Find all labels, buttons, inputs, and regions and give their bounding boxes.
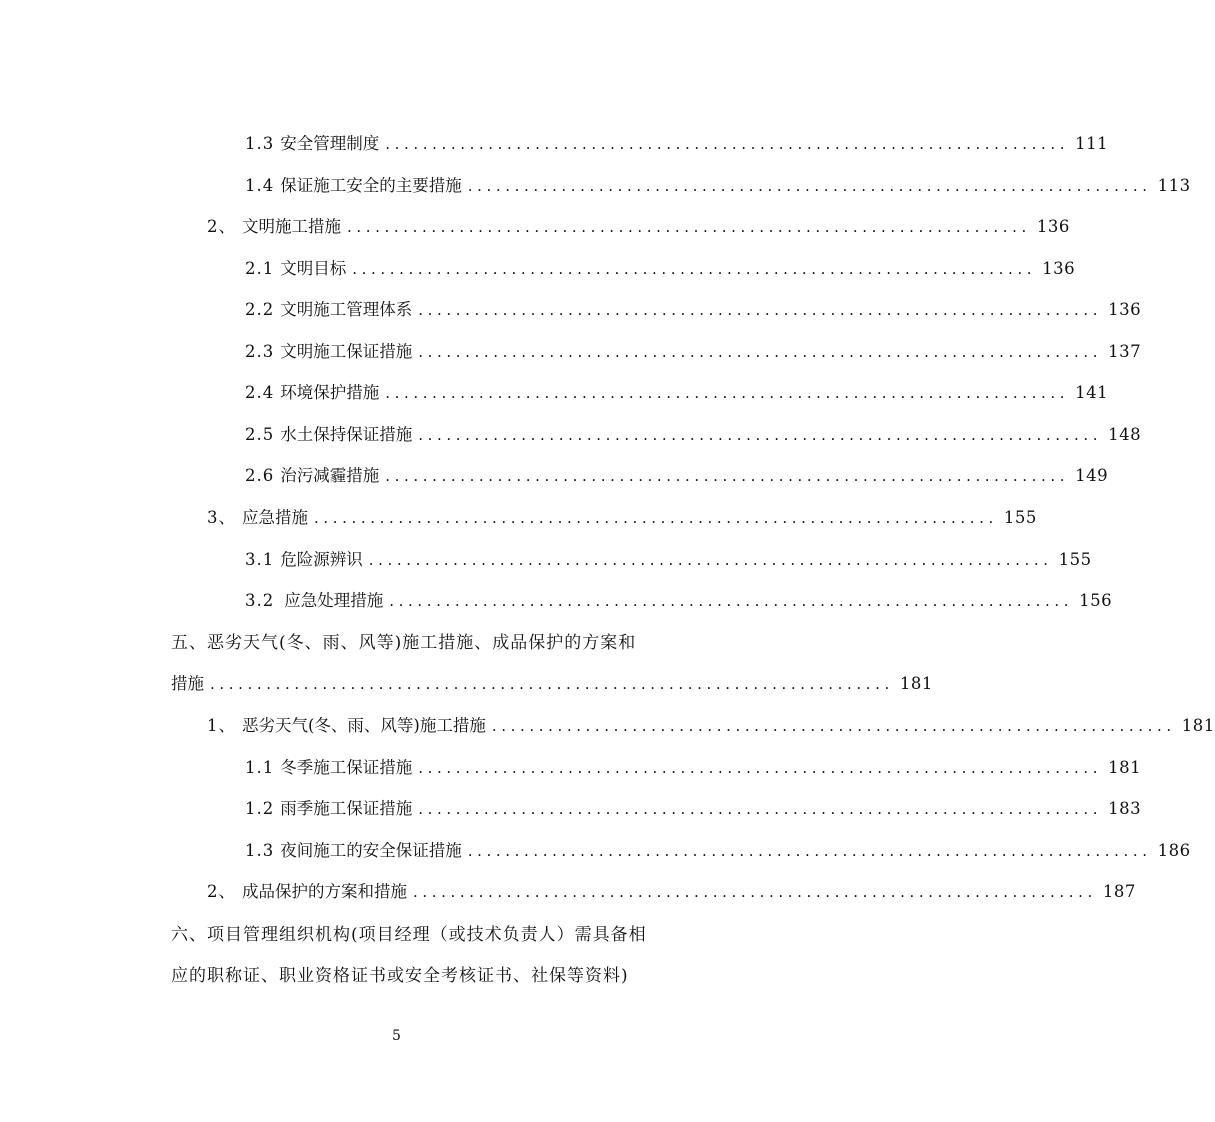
toc-entry — [245, 795, 1142, 819]
toc-leader-dots: ......................................................................... — [389, 592, 1074, 610]
toc-entry — [245, 130, 1109, 154]
toc-leader-dots: ......................................................................... — [413, 883, 1097, 901]
toc-entry-page: 155 — [1058, 550, 1092, 569]
toc-entry-page: 181 — [899, 674, 933, 693]
toc-entry-number: 3.2 — [245, 591, 275, 610]
toc-entry-title: 应急措施 — [242, 508, 308, 527]
toc-entry-title: 治污减霾措施 — [280, 466, 380, 485]
toc-leader-dots: ......................................................................... — [368, 551, 1053, 569]
toc-entry-number: 1.2 — [245, 799, 275, 818]
toc-entry — [245, 546, 1092, 570]
toc-leader-dots: ......................................................................... — [352, 260, 1037, 278]
section-six-heading-line-2: 应的职称证、职业资格证书或安全考核证书、社保等资料) — [171, 966, 629, 986]
toc-entry — [245, 296, 1142, 320]
toc-entry-number: 1.3 — [245, 841, 275, 860]
toc-entry-page: 136 — [1042, 259, 1076, 278]
toc-entry-title: 水土保持保证措施 — [280, 425, 413, 444]
toc-entry-number: 1.3 — [245, 134, 275, 153]
toc-entry-title: 雨季施工保证措施 — [280, 799, 413, 818]
toc-leader-dots: ......................................................................... — [467, 177, 1152, 195]
toc-entry-number: 2.1 — [245, 259, 275, 278]
toc-entry-number: 1.1 — [245, 758, 275, 777]
toc-entry-title: 措施 — [171, 674, 204, 693]
toc-entry — [245, 754, 1142, 778]
toc-entry-title: 文明施工措施 — [242, 217, 341, 236]
toc-entry-page: 141 — [1075, 383, 1109, 402]
toc-entry — [245, 421, 1142, 445]
toc-entry-page: 136 — [1108, 300, 1142, 319]
toc-entry-title: 恶劣天气(冬、雨、风等)施工措施 — [242, 716, 486, 735]
toc-entry — [171, 670, 933, 694]
toc-entry-title: 危险源辨识 — [280, 550, 363, 569]
toc-entry-title: 夜间施工的安全保证措施 — [280, 841, 462, 860]
toc-entry-number: 1、 — [207, 716, 236, 735]
toc-entry-page: 136 — [1036, 217, 1070, 236]
toc-entry — [245, 379, 1109, 403]
toc-leader-dots: ......................................................................... — [385, 467, 1070, 485]
toc-entry-number: 3、 — [207, 508, 236, 527]
toc-entry — [245, 587, 1113, 611]
toc-entry — [245, 462, 1109, 486]
toc-entry-title: 文明施工管理体系 — [280, 300, 413, 319]
toc-entry — [207, 213, 1070, 237]
toc-entry-title: 成品保护的方案和措施 — [242, 882, 407, 901]
toc-entry-title: 文明施工保证措施 — [280, 342, 413, 361]
toc-leader-dots: ......................................................................... — [418, 301, 1103, 319]
toc-entry — [245, 172, 1191, 196]
toc-entry-title: 安全管理制度 — [280, 134, 380, 153]
toc-entry-page: 156 — [1079, 591, 1113, 610]
toc-entry-title: 冬季施工保证措施 — [280, 758, 413, 777]
toc-leader-dots: ......................................................................... — [418, 759, 1103, 777]
toc-entry-page: 155 — [1003, 508, 1037, 527]
toc-entry — [207, 878, 1136, 902]
toc-leader-dots: ......................................................................... — [314, 509, 998, 527]
toc-entry-page: 149 — [1075, 466, 1109, 485]
toc-entry-page: 187 — [1102, 882, 1136, 901]
toc-entry-number: 2.6 — [245, 466, 275, 485]
toc-entry-number: 2.5 — [245, 425, 275, 444]
toc-entry-page: 113 — [1157, 176, 1191, 195]
toc-leader-dots: ......................................................................... — [467, 842, 1152, 860]
toc-entry-page: 148 — [1108, 425, 1142, 444]
toc-entry-page: 183 — [1108, 799, 1142, 818]
toc-entry-title: 应急处理措施 — [284, 591, 384, 610]
toc-entry-number: 2.4 — [245, 383, 275, 402]
toc-entry-number: 1.4 — [245, 176, 275, 195]
toc-entry-number: 2、 — [207, 882, 236, 901]
toc-entry — [245, 338, 1142, 362]
toc-entry-number: 2、 — [207, 217, 236, 236]
page-number: 5 — [392, 1028, 401, 1044]
toc-entry-page: 111 — [1075, 134, 1109, 153]
toc-entry-page: 186 — [1157, 841, 1191, 860]
toc-entry-number: 2.2 — [245, 300, 275, 319]
toc-entry-number: 3.1 — [245, 550, 275, 569]
toc-entry-page: 137 — [1108, 342, 1142, 361]
toc-leader-dots: ......................................................................... — [418, 343, 1103, 361]
toc-entry-title: 环境保护措施 — [280, 383, 380, 402]
toc-entry-page: 181 — [1181, 716, 1215, 735]
toc-entry — [207, 504, 1037, 528]
toc-entry-title: 文明目标 — [280, 259, 347, 278]
toc-leader-dots: ......................................................................... — [418, 800, 1103, 818]
toc-leader-dots: ......................................................................... — [385, 135, 1070, 153]
toc-leader-dots: ......................................................................... — [347, 218, 1031, 236]
section-five-heading: 五、恶劣天气(冬、雨、风等)施工措施、成品保护的方案和 — [171, 633, 637, 653]
toc-entry-title: 保证施工安全的主要措施 — [280, 176, 462, 195]
toc-entry-number: 2.3 — [245, 342, 275, 361]
toc-leader-dots: ......................................................................... — [418, 426, 1103, 444]
toc-leader-dots: ......................................................................... — [385, 384, 1070, 402]
toc-leader-dots: ......................................................................... — [491, 717, 1176, 735]
toc-entry-page: 181 — [1108, 758, 1142, 777]
toc-leader-dots: ......................................................................... — [210, 675, 894, 693]
section-six-heading-line-1: 六、项目管理组织机构(项目经理（或技术负责人）需具备相 — [171, 925, 647, 945]
toc-entry — [245, 255, 1076, 279]
toc-entry — [245, 837, 1191, 861]
toc-entry — [207, 712, 1215, 736]
